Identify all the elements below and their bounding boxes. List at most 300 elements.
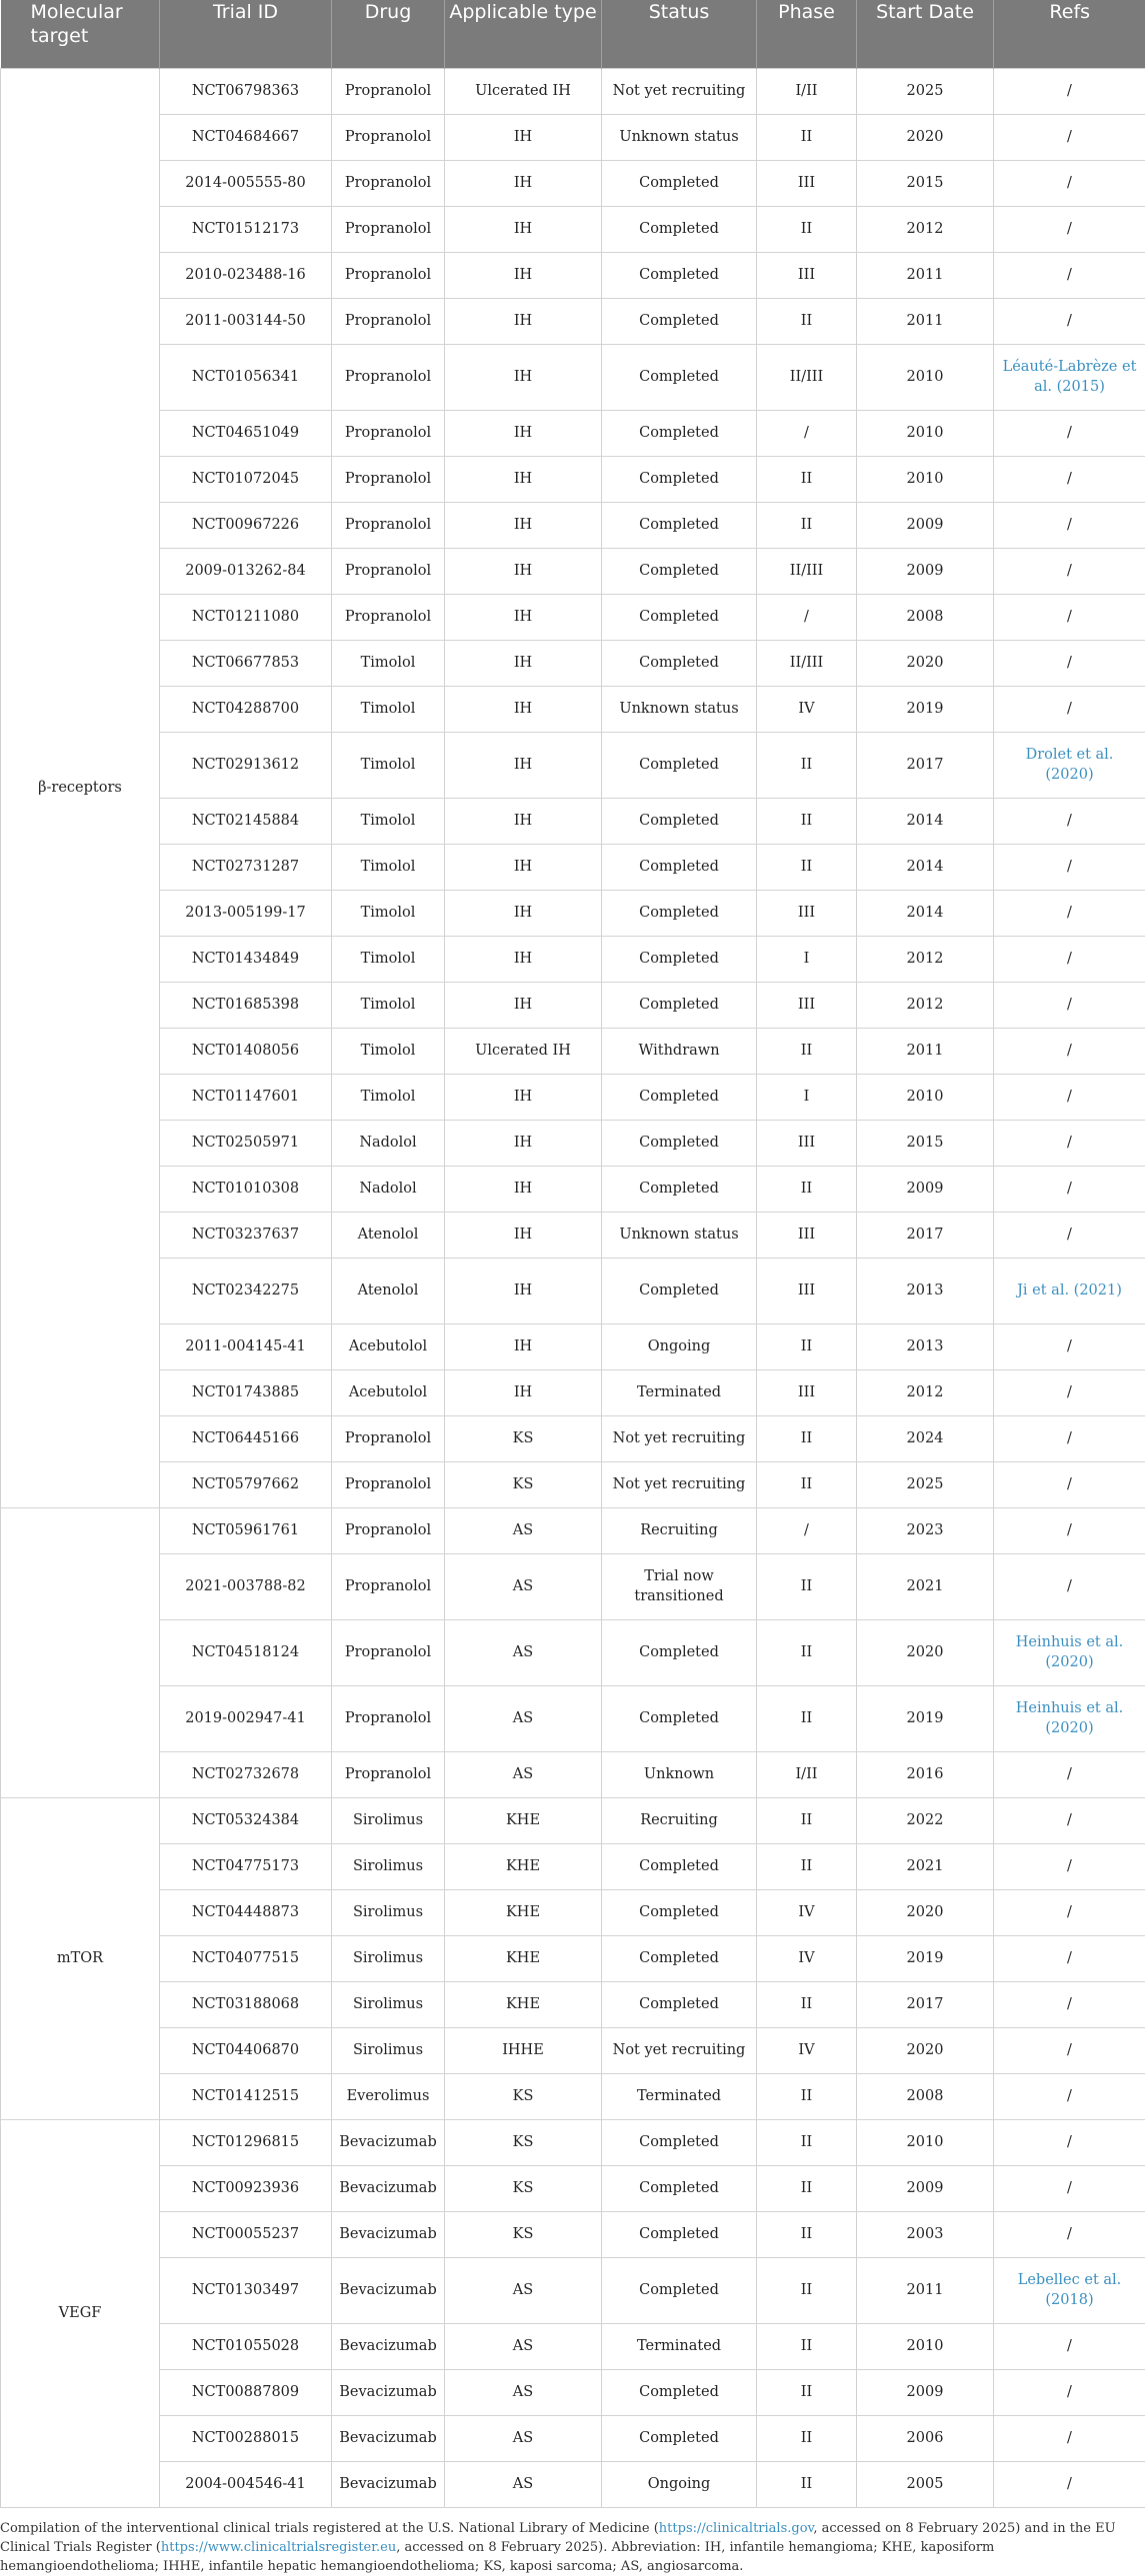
applicable-type-cell: IH: [445, 982, 602, 1028]
trial-id-cell: NCT00923936: [160, 2165, 332, 2211]
refs-cell: /: [994, 890, 1145, 936]
table-row: [1, 982, 1145, 1028]
refs-cell: /: [994, 502, 1145, 548]
status-cell: Completed: [602, 640, 757, 686]
applicable-type-cell: AS: [445, 2415, 602, 2461]
table-row: [1, 936, 1145, 982]
status-cell: Completed: [602, 732, 757, 798]
phase-cell: I/II: [757, 68, 857, 114]
start-date-cell: 2006: [857, 2415, 994, 2461]
table-row: [1, 2165, 1145, 2211]
status-cell: Completed: [602, 160, 757, 206]
trial-id-cell: NCT02731287: [160, 844, 332, 890]
applicable-type-cell: AS: [445, 2461, 602, 2507]
applicable-type-cell: KHE: [445, 1981, 602, 2027]
refs-cell: /: [994, 1981, 1145, 2027]
clinicaltrials-link[interactable]: https://clinicaltrials.gov: [658, 2521, 814, 2536]
trial-id-cell: NCT04406870: [160, 2027, 332, 2073]
drug-cell: Nadolol: [332, 1166, 445, 1212]
refs-cell: /: [994, 114, 1145, 160]
applicable-type-cell: IH: [445, 936, 602, 982]
drug-cell: Sirolimus: [332, 2027, 445, 2073]
status-cell: Terminated: [602, 2323, 757, 2369]
drug-cell: Sirolimus: [332, 1935, 445, 1981]
applicable-type-cell: AS: [445, 1619, 602, 1685]
table-row: [1, 1843, 1145, 1889]
phase-cell: II: [757, 298, 857, 344]
drug-cell: Propranolol: [332, 252, 445, 298]
trial-id-cell: NCT01685398: [160, 982, 332, 1028]
status-cell: Completed: [602, 890, 757, 936]
applicable-type-cell: AS: [445, 1507, 602, 1553]
phase-cell: II: [757, 1323, 857, 1369]
drug-cell: Propranolol: [332, 1685, 445, 1751]
table-row: [1, 798, 1145, 844]
refs-cell: /: [994, 982, 1145, 1028]
table-row: [1, 1074, 1145, 1120]
status-cell: Completed: [602, 1619, 757, 1685]
applicable-type-cell: IH: [445, 1120, 602, 1166]
trial-id-cell: 2021-003788-82: [160, 1553, 332, 1619]
phase-cell: II: [757, 1685, 857, 1751]
phase-cell: II: [757, 114, 857, 160]
refs-cell: /: [994, 936, 1145, 982]
start-date-cell: 2014: [857, 890, 994, 936]
drug-cell: Acebutolol: [332, 1323, 445, 1369]
status-cell: Not yet recruiting: [602, 2027, 757, 2073]
status-cell: Recruiting: [602, 1797, 757, 1843]
drug-cell: Propranolol: [332, 410, 445, 456]
table-row: [1, 2119, 1145, 2165]
applicable-type-cell: IH: [445, 1212, 602, 1258]
applicable-type-cell: IH: [445, 1258, 602, 1323]
refs-cell: /: [994, 1889, 1145, 1935]
applicable-type-cell: KHE: [445, 1935, 602, 1981]
applicable-type-cell: KHE: [445, 1797, 602, 1843]
drug-cell: Bevacizumab: [332, 2461, 445, 2507]
applicable-type-cell: IH: [445, 890, 602, 936]
trial-id-cell: NCT00887809: [160, 2369, 332, 2415]
start-date-cell: 2012: [857, 936, 994, 982]
header-trial-id: Trial ID: [160, 0, 332, 68]
applicable-type-cell: IH: [445, 1369, 602, 1415]
start-date-cell: 2011: [857, 1028, 994, 1074]
header-phase: Phase: [757, 0, 857, 68]
phase-cell: II: [757, 844, 857, 890]
trial-id-cell: NCT01743885: [160, 1369, 332, 1415]
drug-cell: Atenolol: [332, 1258, 445, 1323]
drug-cell: Timolol: [332, 936, 445, 982]
refs-cell: /: [994, 548, 1145, 594]
trial-id-cell: NCT01010308: [160, 1166, 332, 1212]
applicable-type-cell: IH: [445, 502, 602, 548]
start-date-cell: 2008: [857, 594, 994, 640]
applicable-type-cell: KS: [445, 1461, 602, 1507]
drug-cell: Timolol: [332, 982, 445, 1028]
table-row: [1, 732, 1145, 798]
eu-register-link[interactable]: https://www.clinicaltrialsregister.eu: [160, 2540, 397, 2555]
status-cell: Completed: [602, 1889, 757, 1935]
refs-cell: /: [994, 1843, 1145, 1889]
applicable-type-cell: AS: [445, 2257, 602, 2323]
drug-cell: Propranolol: [332, 160, 445, 206]
start-date-cell: 2017: [857, 1212, 994, 1258]
refs-cell[interactable]: Drolet et al. (2020): [994, 732, 1145, 798]
start-date-cell: 2011: [857, 252, 994, 298]
table-row: [1, 344, 1145, 410]
refs-cell[interactable]: Ji et al. (2021): [994, 1258, 1145, 1323]
start-date-cell: 2015: [857, 160, 994, 206]
phase-cell: II: [757, 2415, 857, 2461]
applicable-type-cell: KS: [445, 2211, 602, 2257]
applicable-type-cell: IH: [445, 298, 602, 344]
phase-cell: IV: [757, 686, 857, 732]
trial-id-cell: NCT05324384: [160, 1797, 332, 1843]
table-row: [1, 1258, 1145, 1323]
table-row: [1, 2257, 1145, 2323]
table-row: [1, 502, 1145, 548]
trial-id-cell: NCT04077515: [160, 1935, 332, 1981]
drug-cell: Timolol: [332, 890, 445, 936]
drug-cell: Propranolol: [332, 548, 445, 594]
refs-cell: /: [994, 2119, 1145, 2165]
refs-cell: /: [994, 1166, 1145, 1212]
applicable-type-cell: IH: [445, 798, 602, 844]
start-date-cell: 2020: [857, 114, 994, 160]
drug-cell: Nadolol: [332, 1120, 445, 1166]
refs-cell: /: [994, 1553, 1145, 1619]
start-date-cell: 2019: [857, 1685, 994, 1751]
table-row: [1, 686, 1145, 732]
trial-id-cell: NCT03237637: [160, 1212, 332, 1258]
refs-cell: /: [994, 1751, 1145, 1797]
trial-id-cell: NCT05961761: [160, 1507, 332, 1553]
phase-cell: II: [757, 2119, 857, 2165]
drug-cell: Propranolol: [332, 502, 445, 548]
drug-cell: Propranolol: [332, 298, 445, 344]
start-date-cell: 2005: [857, 2461, 994, 2507]
status-cell: Completed: [602, 1258, 757, 1323]
drug-cell: Propranolol: [332, 206, 445, 252]
trial-id-cell: NCT01211080: [160, 594, 332, 640]
status-cell: Completed: [602, 1685, 757, 1751]
trial-id-cell: NCT00288015: [160, 2415, 332, 2461]
refs-cell: /: [994, 1120, 1145, 1166]
trial-id-cell: 2013-005199-17: [160, 890, 332, 936]
table-row: [1, 548, 1145, 594]
drug-cell: Propranolol: [332, 1507, 445, 1553]
status-cell: Completed: [602, 2257, 757, 2323]
trial-id-cell: NCT02913612: [160, 732, 332, 798]
drug-cell: Timolol: [332, 732, 445, 798]
trial-id-cell: NCT00055237: [160, 2211, 332, 2257]
drug-cell: Propranolol: [332, 1553, 445, 1619]
status-cell: Completed: [602, 344, 757, 410]
start-date-cell: 2020: [857, 2027, 994, 2073]
drug-cell: Atenolol: [332, 1212, 445, 1258]
phase-cell: II/III: [757, 344, 857, 410]
applicable-type-cell: IH: [445, 456, 602, 502]
start-date-cell: 2012: [857, 206, 994, 252]
phase-cell: II/III: [757, 548, 857, 594]
phase-cell: III: [757, 1258, 857, 1323]
applicable-type-cell: IH: [445, 594, 602, 640]
refs-cell: /: [994, 252, 1145, 298]
phase-cell: II: [757, 456, 857, 502]
applicable-type-cell: AS: [445, 1685, 602, 1751]
status-cell: Completed: [602, 936, 757, 982]
table-row: [1, 1685, 1145, 1751]
table-row: [1, 1981, 1145, 2027]
status-cell: Completed: [602, 252, 757, 298]
trial-id-cell: NCT01512173: [160, 206, 332, 252]
refs-cell: /: [994, 798, 1145, 844]
refs-cell: /: [994, 1028, 1145, 1074]
table-row: [1, 410, 1145, 456]
refs-cell: /: [994, 410, 1145, 456]
refs-cell: /: [994, 640, 1145, 686]
table-row: [1, 456, 1145, 502]
trial-id-cell: NCT05797662: [160, 1461, 332, 1507]
drug-cell: Timolol: [332, 686, 445, 732]
start-date-cell: 2009: [857, 548, 994, 594]
applicable-type-cell: Ulcerated IH: [445, 1028, 602, 1074]
refs-cell: /: [994, 2165, 1145, 2211]
start-date-cell: 2009: [857, 2165, 994, 2211]
trial-id-cell: 2009-013262-84: [160, 548, 332, 594]
applicable-type-cell: KS: [445, 2119, 602, 2165]
table-row: [1, 1935, 1145, 1981]
applicable-type-cell: Ulcerated IH: [445, 68, 602, 114]
refs-cell: /: [994, 298, 1145, 344]
drug-cell: Propranolol: [332, 1461, 445, 1507]
refs-cell: /: [994, 1797, 1145, 1843]
trial-id-cell: NCT00967226: [160, 502, 332, 548]
table-row: [1, 206, 1145, 252]
status-cell: Completed: [602, 456, 757, 502]
status-cell: Not yet recruiting: [602, 68, 757, 114]
start-date-cell: 2011: [857, 2257, 994, 2323]
drug-cell: Timolol: [332, 640, 445, 686]
table-row: [1, 1751, 1145, 1797]
drug-cell: Bevacizumab: [332, 2323, 445, 2369]
refs-cell: /: [994, 2211, 1145, 2257]
trial-id-cell: NCT02505971: [160, 1120, 332, 1166]
status-cell: Completed: [602, 982, 757, 1028]
phase-cell: II: [757, 1843, 857, 1889]
refs-cell: /: [994, 1935, 1145, 1981]
start-date-cell: 2010: [857, 1074, 994, 1120]
applicable-type-cell: IH: [445, 410, 602, 456]
phase-cell: I: [757, 936, 857, 982]
trial-id-cell: NCT02145884: [160, 798, 332, 844]
applicable-type-cell: KHE: [445, 1843, 602, 1889]
drug-cell: Propranolol: [332, 1619, 445, 1685]
phase-cell: III: [757, 1120, 857, 1166]
start-date-cell: 2010: [857, 2119, 994, 2165]
start-date-cell: 2010: [857, 456, 994, 502]
phase-cell: II: [757, 2073, 857, 2119]
refs-cell: /: [994, 686, 1145, 732]
trial-id-cell: NCT01412515: [160, 2073, 332, 2119]
phase-cell: I/II: [757, 1751, 857, 1797]
status-cell: Completed: [602, 798, 757, 844]
status-cell: Completed: [602, 298, 757, 344]
header-row: [1, 0, 1145, 68]
header-molecular-target: Molecular target: [1, 0, 160, 68]
start-date-cell: 2009: [857, 1166, 994, 1212]
table-row: [1, 1120, 1145, 1166]
drug-cell: Timolol: [332, 844, 445, 890]
applicable-type-cell: IH: [445, 1074, 602, 1120]
status-cell: Trial now transitioned: [602, 1553, 757, 1619]
drug-cell: Bevacizumab: [332, 2415, 445, 2461]
drug-cell: Bevacizumab: [332, 2369, 445, 2415]
refs-cell[interactable]: Léauté-Labrèze et al. (2015): [994, 344, 1145, 410]
phase-cell: II: [757, 502, 857, 548]
status-cell: Terminated: [602, 1369, 757, 1415]
status-cell: Not yet recruiting: [602, 1461, 757, 1507]
trial-id-cell: NCT03188068: [160, 1981, 332, 2027]
start-date-cell: 2019: [857, 686, 994, 732]
phase-cell: IV: [757, 2027, 857, 2073]
drug-cell: Propranolol: [332, 1415, 445, 1461]
table-row: [1, 1507, 1145, 1553]
drug-cell: Propranolol: [332, 344, 445, 410]
table-row: [1, 640, 1145, 686]
molecular-target-cell: [1, 1507, 160, 1797]
phase-cell: II: [757, 206, 857, 252]
table-row: [1, 2323, 1145, 2369]
start-date-cell: 2003: [857, 2211, 994, 2257]
refs-cell: /: [994, 2461, 1145, 2507]
phase-cell: II: [757, 2165, 857, 2211]
phase-cell: II: [757, 2461, 857, 2507]
status-cell: Completed: [602, 1074, 757, 1120]
refs-cell: /: [994, 1415, 1145, 1461]
phase-cell: III: [757, 982, 857, 1028]
start-date-cell: 2020: [857, 1889, 994, 1935]
trial-id-cell: NCT06798363: [160, 68, 332, 114]
table-row: [1, 1461, 1145, 1507]
drug-cell: Propranolol: [332, 68, 445, 114]
status-cell: Unknown status: [602, 1212, 757, 1258]
status-cell: Completed: [602, 2369, 757, 2415]
status-cell: Completed: [602, 844, 757, 890]
status-cell: Completed: [602, 1120, 757, 1166]
status-cell: Completed: [602, 1166, 757, 1212]
phase-cell: II: [757, 1166, 857, 1212]
phase-cell: II: [757, 1553, 857, 1619]
phase-cell: II: [757, 1461, 857, 1507]
trial-id-cell: NCT02732678: [160, 1751, 332, 1797]
applicable-type-cell: AS: [445, 1751, 602, 1797]
molecular-target-cell: β-receptors: [1, 68, 160, 1507]
table-row: [1, 1619, 1145, 1685]
refs-cell[interactable]: Heinhuis et al. (2020): [994, 1619, 1145, 1685]
applicable-type-cell: AS: [445, 2369, 602, 2415]
phase-cell: III: [757, 890, 857, 936]
table-row: [1, 1553, 1145, 1619]
status-cell: Terminated: [602, 2073, 757, 2119]
applicable-type-cell: IH: [445, 732, 602, 798]
phase-cell: II: [757, 732, 857, 798]
start-date-cell: 2021: [857, 1553, 994, 1619]
table-row: [1, 1166, 1145, 1212]
start-date-cell: 2012: [857, 982, 994, 1028]
trial-id-cell: NCT01147601: [160, 1074, 332, 1120]
table-row: [1, 114, 1145, 160]
phase-cell: /: [757, 594, 857, 640]
refs-cell: /: [994, 1461, 1145, 1507]
status-cell: Completed: [602, 548, 757, 594]
start-date-cell: 2015: [857, 1120, 994, 1166]
start-date-cell: 2008: [857, 2073, 994, 2119]
start-date-cell: 2011: [857, 298, 994, 344]
table-row: [1, 2369, 1145, 2415]
status-cell: Completed: [602, 2165, 757, 2211]
table-row: [1, 298, 1145, 344]
drug-cell: Sirolimus: [332, 1889, 445, 1935]
refs-cell: /: [994, 844, 1145, 890]
applicable-type-cell: IH: [445, 1166, 602, 1212]
phase-cell: II: [757, 1797, 857, 1843]
drug-cell: Timolol: [332, 1074, 445, 1120]
phase-cell: /: [757, 1507, 857, 1553]
header-drug: Drug: [332, 0, 445, 68]
refs-cell: /: [994, 456, 1145, 502]
trial-id-cell: 2004-004546-41: [160, 2461, 332, 2507]
refs-cell: /: [994, 1369, 1145, 1415]
start-date-cell: 2017: [857, 1981, 994, 2027]
drug-cell: Bevacizumab: [332, 2119, 445, 2165]
trial-id-cell: NCT01055028: [160, 2323, 332, 2369]
table-row: [1, 1323, 1145, 1369]
phase-cell: II: [757, 2369, 857, 2415]
table-row: [1, 2211, 1145, 2257]
start-date-cell: 2025: [857, 68, 994, 114]
trial-id-cell: NCT01056341: [160, 344, 332, 410]
start-date-cell: 2025: [857, 1461, 994, 1507]
refs-cell: /: [994, 2369, 1145, 2415]
table-row: [1, 1369, 1145, 1415]
trial-id-cell: NCT04288700: [160, 686, 332, 732]
drug-cell: Propranolol: [332, 114, 445, 160]
applicable-type-cell: KS: [445, 1415, 602, 1461]
drug-cell: Propranolol: [332, 1751, 445, 1797]
table-row: [1, 2073, 1145, 2119]
refs-cell: /: [994, 1323, 1145, 1369]
phase-cell: III: [757, 252, 857, 298]
refs-cell[interactable]: Lebellec et al. (2018): [994, 2257, 1145, 2323]
refs-cell: /: [994, 2027, 1145, 2073]
phase-cell: /: [757, 410, 857, 456]
start-date-cell: 2017: [857, 732, 994, 798]
status-cell: Completed: [602, 2119, 757, 2165]
table-row: [1, 890, 1145, 936]
table-caption: [0, 2519, 1140, 2576]
trial-id-cell: NCT06677853: [160, 640, 332, 686]
refs-cell[interactable]: Heinhuis et al. (2020): [994, 1685, 1145, 1751]
table-row: [1, 2027, 1145, 2073]
applicable-type-cell: IHHE: [445, 2027, 602, 2073]
table-row: [1, 1797, 1145, 1843]
table-row: [1, 844, 1145, 890]
phase-cell: IV: [757, 1935, 857, 1981]
status-cell: Withdrawn: [602, 1028, 757, 1074]
trial-id-cell: 2011-004145-41: [160, 1323, 332, 1369]
refs-cell: /: [994, 206, 1145, 252]
